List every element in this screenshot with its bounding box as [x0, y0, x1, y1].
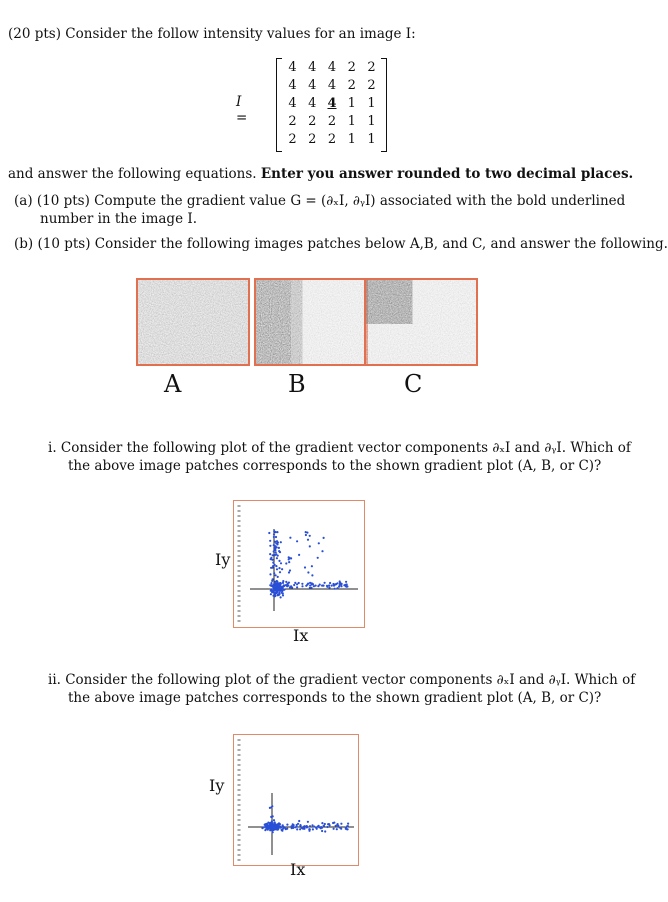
matrix-row — [284, 78, 380, 93]
plot1-point — [328, 587, 330, 589]
plot1-point — [309, 587, 311, 589]
matrix-cell: 2 — [367, 60, 376, 75]
matrix-cell: 4 — [308, 78, 317, 93]
plot1-point — [274, 546, 276, 548]
part-a-line2: number in the image I. — [40, 211, 197, 227]
patch-label-c: C — [404, 370, 423, 398]
plot1-point — [273, 533, 275, 535]
plot1-point — [311, 574, 313, 576]
plot1-point — [322, 585, 324, 587]
plot1-point — [296, 540, 298, 542]
plot2-point — [272, 826, 274, 828]
plot1-point — [323, 537, 325, 539]
plot1-point — [307, 539, 309, 541]
matrix-cell-highlighted: 4 — [327, 96, 337, 111]
plot1-point — [313, 585, 315, 587]
plot1-point — [276, 581, 278, 583]
plot1-point — [288, 582, 290, 584]
plot2-scatter — [261, 805, 349, 833]
plot2-point — [347, 823, 349, 825]
plot2-point — [274, 823, 276, 825]
plot2-point — [278, 825, 280, 827]
plot2-point — [265, 828, 267, 830]
plot1-point — [294, 582, 296, 584]
plot1-point — [309, 535, 311, 537]
plot2-point — [303, 828, 305, 830]
plot1-point — [336, 582, 338, 584]
plot2-point — [311, 824, 313, 826]
plot1-point — [274, 531, 276, 533]
plot1-point — [275, 588, 277, 590]
plot1-point — [345, 585, 347, 587]
plot1-point — [301, 585, 303, 587]
plot2-point — [321, 822, 323, 824]
plot2-point — [269, 827, 271, 829]
problem-header: (20 pts) Consider the follow intensity values for an image I: — [8, 26, 416, 42]
plot1-point — [334, 588, 336, 590]
plot1-point — [273, 587, 275, 589]
plot2-point — [286, 824, 288, 826]
plot1-point — [291, 587, 293, 589]
plot1-point — [275, 536, 277, 538]
patch-b-noise — [256, 280, 366, 364]
plot1-point — [269, 545, 271, 547]
plot1-point — [326, 585, 328, 587]
matrix-row — [284, 60, 380, 75]
plot1-point — [305, 585, 307, 587]
patch-c — [364, 278, 478, 366]
plot1-point — [277, 555, 279, 557]
matrix-row — [284, 114, 380, 129]
plot1-point — [275, 574, 277, 576]
gradient-plot-2-canvas — [234, 735, 358, 865]
plot1-point — [340, 585, 342, 587]
plot1-scatter — [268, 530, 348, 599]
plot2-point — [329, 824, 331, 826]
patch-a-noise — [138, 280, 248, 364]
plot1-point — [271, 559, 273, 561]
matrix-cell: 2 — [308, 114, 317, 129]
plot1-point — [275, 551, 277, 553]
plot2-point — [277, 828, 279, 830]
matrix-right-bracket — [381, 58, 387, 152]
plot2-point — [274, 828, 276, 830]
plot2-point — [281, 829, 283, 831]
plot2-point — [323, 825, 325, 827]
plot1-point — [272, 562, 274, 564]
plot2-point — [280, 827, 282, 829]
plot1-point — [306, 532, 308, 534]
plot1-point — [317, 557, 319, 559]
plot1-point — [270, 593, 272, 595]
plot1-point — [282, 580, 284, 582]
plot1-point — [341, 583, 343, 585]
plot1-point — [276, 531, 278, 533]
plot2-point — [296, 828, 298, 830]
plot2-point — [321, 826, 323, 828]
plot1-point — [339, 580, 341, 582]
plot2-point — [333, 822, 335, 824]
matrix-cell: 4 — [308, 96, 317, 111]
plot1-point — [296, 583, 298, 585]
plot1-point — [279, 589, 281, 591]
plot1-point — [278, 560, 280, 562]
plot1-point — [274, 581, 276, 583]
plot1-point — [317, 585, 319, 587]
plot2-point — [276, 824, 278, 826]
plot1-point — [268, 532, 270, 534]
matrix-cell: 4 — [327, 78, 337, 93]
plot2-point — [337, 823, 339, 825]
plot1-point — [288, 561, 290, 563]
matrix-cell: 1 — [367, 132, 376, 147]
plot2-point — [291, 825, 293, 827]
plot1-point — [345, 581, 347, 583]
plot1-point — [304, 566, 306, 568]
plot1-point — [283, 589, 285, 591]
plot1-point — [269, 553, 271, 555]
plot1-point — [276, 568, 278, 570]
plot2-point — [283, 827, 285, 829]
plot1-point — [296, 586, 298, 588]
plot2-point — [266, 823, 268, 825]
matrix-cell: 1 — [367, 96, 376, 111]
matrix-cell: 2 — [347, 60, 356, 75]
matrix-row — [284, 132, 380, 147]
matrix-cell: 4 — [288, 78, 297, 93]
plot1-point — [307, 571, 309, 573]
plot1-point — [269, 540, 271, 542]
plot1-point — [274, 554, 276, 556]
plot1-point — [293, 584, 295, 586]
plot2-point — [309, 828, 311, 830]
matrix-cell: 2 — [347, 78, 356, 93]
plot2-point — [315, 827, 317, 829]
plot1-point — [270, 557, 272, 559]
question-ii-line2: the above image patches corresponds to the shown gradient plot (A, B, or C)? — [68, 690, 602, 706]
plot1-point — [336, 587, 338, 589]
plot1-point — [278, 550, 280, 552]
plot2-point — [294, 826, 296, 828]
plot2-point — [271, 805, 273, 807]
plot2-point — [340, 823, 342, 825]
plot1-point — [331, 585, 333, 587]
plot2-point — [309, 825, 311, 827]
plot1-point — [276, 540, 278, 542]
plot1-point — [333, 585, 335, 587]
plot2-point — [339, 826, 341, 828]
plot1-point — [271, 584, 273, 586]
matrix-cell: 2 — [327, 114, 337, 129]
plot1-point — [276, 543, 278, 545]
plot2-point — [291, 827, 293, 829]
question-i-line1: i. Consider the following plot of the gradient vector components ∂ₓI and ∂ᵧI. Which of — [48, 440, 631, 456]
plot2-point — [279, 823, 281, 825]
plot1-point — [278, 547, 280, 549]
part-a-line1: (a) (10 pts) Compute the gradient value G = (∂ₓI, ∂ᵧI) associated with the bold underlined — [14, 193, 626, 209]
part-b-text: (b) (10 pts) Consider the following images patches below A,B, and C, and answer the following. — [14, 236, 668, 252]
plot1-point — [318, 542, 320, 544]
plot1-point — [280, 562, 282, 564]
plot1-point — [280, 541, 282, 543]
question-i-line2: the above image patches corresponds to the shown gradient plot (A, B, or C)? — [68, 458, 602, 474]
plot1-point — [277, 576, 279, 578]
plot1-point — [281, 568, 283, 570]
instruction-bold: Enter you answer rounded to two decimal places. — [260, 166, 634, 182]
plot1-point — [301, 583, 303, 585]
plot1-point — [289, 569, 291, 571]
plot1-point — [274, 548, 276, 550]
plot2-point — [269, 807, 271, 809]
plot2-point — [312, 828, 314, 830]
plot2-xlabel: Ix — [290, 860, 306, 879]
plot2-point — [324, 823, 326, 825]
plot1-point — [290, 557, 292, 559]
patch-a — [136, 278, 250, 366]
matrix-cell: 4 — [288, 60, 297, 75]
plot2-point — [324, 830, 326, 832]
plot1-point — [282, 592, 284, 594]
matrix-cell: 1 — [367, 114, 376, 129]
plot1-point — [285, 562, 287, 564]
plot2-point — [345, 827, 347, 829]
plot1-point — [279, 571, 281, 573]
matrix-cell: 2 — [288, 132, 297, 147]
plot2-point — [307, 821, 309, 823]
patch-b — [254, 278, 368, 366]
plot1-point — [274, 564, 276, 566]
plot1-point — [282, 594, 284, 596]
plot2-point — [299, 824, 301, 826]
plot2-point — [298, 820, 300, 822]
plot2-point — [267, 825, 269, 827]
plot2-ylabel: Iy — [209, 776, 225, 795]
plot1-point — [329, 582, 331, 584]
matrix-cell: 1 — [347, 132, 356, 147]
plot1-point — [274, 595, 276, 597]
gradient-plot-1 — [233, 500, 365, 628]
matrix-cell: 4 — [288, 96, 297, 111]
plot1-point — [276, 557, 278, 559]
plot2-point — [347, 825, 349, 827]
plot1-ylabel: Iy — [215, 550, 231, 569]
instruction-line — [8, 166, 633, 182]
matrix-cell: 1 — [347, 96, 356, 111]
plot1-point — [309, 545, 311, 547]
matrix-row — [284, 96, 380, 111]
plot1-point — [285, 581, 287, 583]
plot1-point — [289, 537, 291, 539]
plot1-point — [273, 536, 275, 538]
plot1-point — [272, 554, 274, 556]
plot1-point — [277, 594, 279, 596]
plot1-point — [269, 573, 271, 575]
patch-label-b: B — [288, 370, 306, 398]
plot1-point — [278, 567, 280, 569]
plot1-point — [274, 593, 276, 595]
plot2-point — [272, 815, 274, 817]
patch-c-noise — [366, 280, 476, 364]
plot1-point — [279, 584, 281, 586]
matrix-cell: 4 — [327, 60, 337, 75]
gradient-plot-2 — [233, 734, 359, 866]
plot2-point — [293, 824, 295, 826]
plot1-point — [273, 572, 275, 574]
plot1-point — [324, 582, 326, 584]
plot1-point — [305, 534, 307, 536]
plot1-point — [275, 565, 277, 567]
matrix-cell: 2 — [367, 78, 376, 93]
plot1-xlabel: Ix — [293, 626, 309, 645]
matrix-cell: 2 — [327, 132, 337, 147]
plot2-point — [299, 828, 301, 830]
plot2-point — [333, 828, 335, 830]
matrix-cell: 2 — [288, 114, 297, 129]
patch-label-a: A — [164, 370, 182, 398]
plot2-point — [347, 828, 349, 830]
plot1-point — [270, 588, 272, 590]
matrix-cell: 4 — [308, 60, 317, 75]
plot1-point — [274, 584, 276, 586]
matrix-left-bracket — [276, 58, 282, 152]
plot1-point — [321, 550, 323, 552]
plot1-point — [280, 596, 282, 598]
matrix-cell: 1 — [347, 114, 356, 129]
plot1-point — [288, 571, 290, 573]
plot2-point — [272, 831, 274, 833]
plot1-point — [283, 585, 285, 587]
plot1-point — [288, 558, 290, 560]
plot2-point — [326, 826, 328, 828]
instruction-prefix: and answer the following equations. — [8, 166, 257, 182]
plot2-point — [272, 822, 274, 824]
plot1-point — [270, 582, 272, 584]
plot1-point — [273, 591, 275, 593]
plot1-point — [311, 565, 313, 567]
plot1-point — [311, 583, 313, 585]
plot2-point — [321, 830, 323, 832]
plot1-point — [273, 550, 275, 552]
plot2-point — [306, 825, 308, 827]
plot1-point — [270, 567, 272, 569]
plot1-point — [286, 585, 288, 587]
plot2-point — [285, 828, 287, 830]
plot2-point — [336, 828, 338, 830]
plot1-point — [281, 590, 283, 592]
plot1-point — [271, 580, 273, 582]
plot2-point — [273, 819, 275, 821]
question-ii-line1: ii. Consider the following plot of the gradient vector components ∂ₓI and ∂ᵧI. Which of — [48, 672, 636, 688]
matrix-cell: 2 — [308, 132, 317, 147]
gradient-plot-1-canvas — [234, 501, 364, 627]
matrix-label: I = — [236, 94, 248, 126]
plot1-point — [298, 554, 300, 556]
